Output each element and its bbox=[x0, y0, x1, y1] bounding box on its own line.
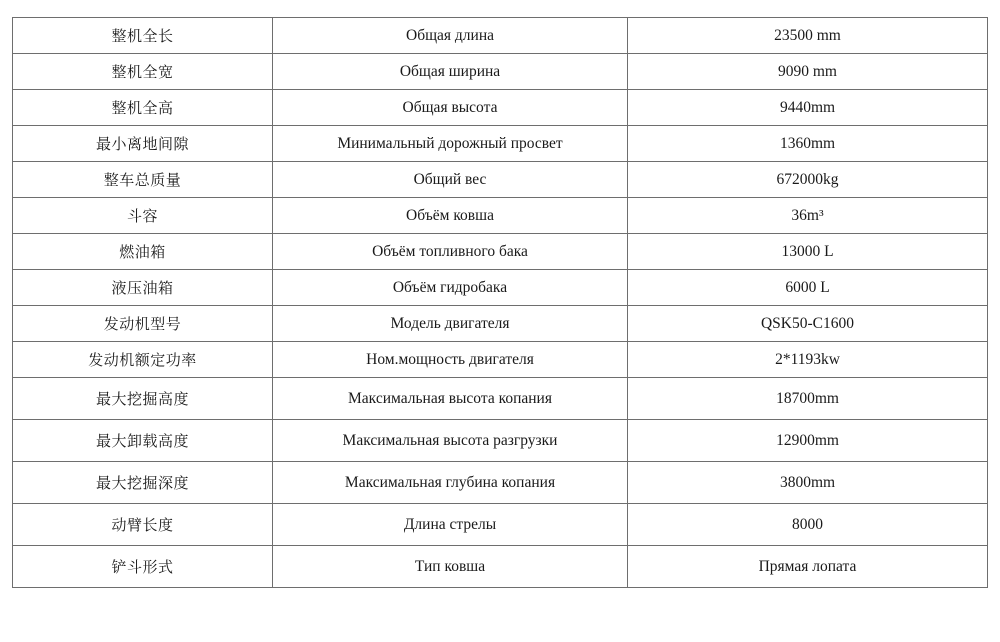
param-name-ru: Тип ковша bbox=[273, 546, 628, 588]
param-name-zh: 整车总质量 bbox=[13, 162, 273, 198]
param-name-ru: Общая длина bbox=[273, 18, 628, 54]
table-row bbox=[13, 420, 988, 462]
param-value: 672000kg bbox=[628, 162, 988, 198]
table-row bbox=[13, 504, 988, 546]
param-value: 9440mm bbox=[628, 90, 988, 126]
param-name-zh: 动臂长度 bbox=[13, 504, 273, 546]
spec-table bbox=[12, 17, 988, 588]
table-row bbox=[13, 18, 988, 54]
param-value: 6000 L bbox=[628, 270, 988, 306]
param-name-ru: Объём гидробака bbox=[273, 270, 628, 306]
param-name-ru: Общая ширина bbox=[273, 54, 628, 90]
param-value: 12900mm bbox=[628, 420, 988, 462]
param-value: 8000 bbox=[628, 504, 988, 546]
param-name-zh: 发动机额定功率 bbox=[13, 342, 273, 378]
param-name-ru: Модель двигателя bbox=[273, 306, 628, 342]
param-name-zh: 铲斗形式 bbox=[13, 546, 273, 588]
param-value: 13000 L bbox=[628, 234, 988, 270]
param-name-ru: Максимальная высота разгрузки bbox=[273, 420, 628, 462]
param-name-zh: 斗容 bbox=[13, 198, 273, 234]
param-value: 2*1193kw bbox=[628, 342, 988, 378]
table-row bbox=[13, 342, 988, 378]
table-row bbox=[13, 378, 988, 420]
table-row bbox=[13, 162, 988, 198]
param-value: QSK50-C1600 bbox=[628, 306, 988, 342]
table-row bbox=[13, 270, 988, 306]
table-row bbox=[13, 126, 988, 162]
table-row bbox=[13, 462, 988, 504]
param-name-ru: Ном.мощность двигателя bbox=[273, 342, 628, 378]
param-name-zh: 液压油箱 bbox=[13, 270, 273, 306]
param-name-zh: 最大挖掘深度 bbox=[13, 462, 273, 504]
param-value: 23500 mm bbox=[628, 18, 988, 54]
param-name-zh: 整机全宽 bbox=[13, 54, 273, 90]
param-name-ru: Минимальный дорожный просвет bbox=[273, 126, 628, 162]
param-name-ru: Объём топливного бака bbox=[273, 234, 628, 270]
table-row bbox=[13, 306, 988, 342]
table-row bbox=[13, 198, 988, 234]
param-name-ru: Общий вес bbox=[273, 162, 628, 198]
table-row bbox=[13, 234, 988, 270]
param-value: 18700mm bbox=[628, 378, 988, 420]
param-value: Прямая лопата bbox=[628, 546, 988, 588]
param-value: 1360mm bbox=[628, 126, 988, 162]
param-name-zh: 整机全长 bbox=[13, 18, 273, 54]
param-name-ru: Максимальная глубина копания bbox=[273, 462, 628, 504]
param-value: 3800mm bbox=[628, 462, 988, 504]
param-name-ru: Максимальная высота копания bbox=[273, 378, 628, 420]
param-name-ru: Общая высота bbox=[273, 90, 628, 126]
param-value: 9090 mm bbox=[628, 54, 988, 90]
param-name-ru: Длина стрелы bbox=[273, 504, 628, 546]
param-name-zh: 发动机型号 bbox=[13, 306, 273, 342]
table-row bbox=[13, 546, 988, 588]
param-name-zh: 燃油箱 bbox=[13, 234, 273, 270]
param-name-zh: 最小离地间隙 bbox=[13, 126, 273, 162]
param-value: 36m³ bbox=[628, 198, 988, 234]
param-name-zh: 最大卸载高度 bbox=[13, 420, 273, 462]
table-row bbox=[13, 90, 988, 126]
table-row bbox=[13, 54, 988, 90]
param-name-zh: 最大挖掘高度 bbox=[13, 378, 273, 420]
param-name-zh: 整机全高 bbox=[13, 90, 273, 126]
param-name-ru: Объём ковша bbox=[273, 198, 628, 234]
